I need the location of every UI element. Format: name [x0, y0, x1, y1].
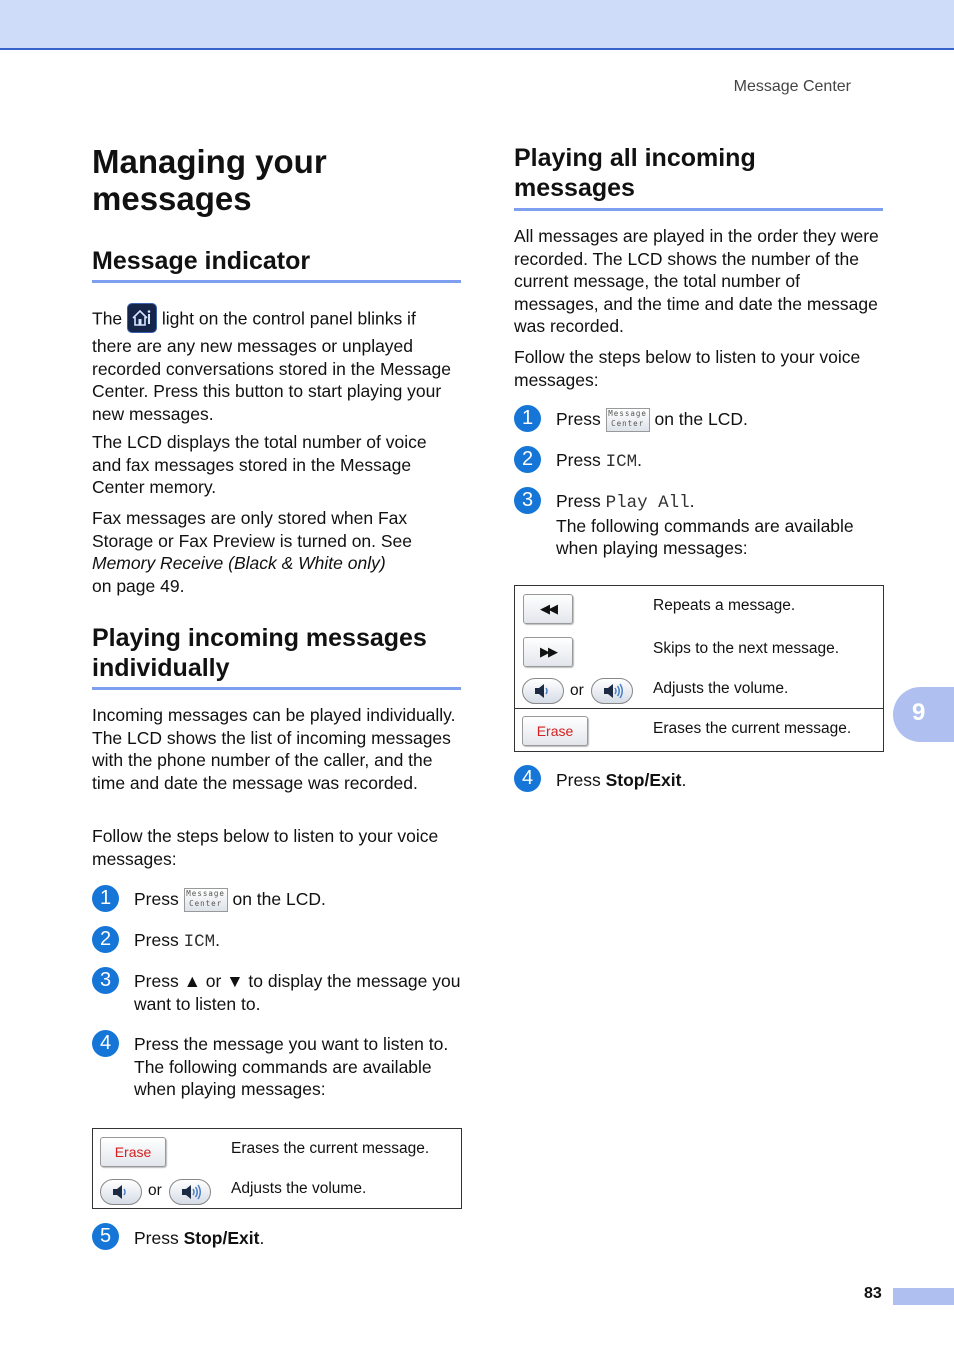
all-paragraph-2: Follow the steps below to listen to your voice messages: [514, 347, 861, 390]
speaker-high-icon [602, 683, 624, 699]
step-number: 1 [514, 405, 541, 432]
command-description: Erases the current message. [231, 1140, 430, 1157]
chapter-number: 9 [912, 699, 926, 726]
lcd-option-code: ICM [605, 452, 638, 472]
step-number: 3 [514, 487, 541, 514]
step-1-text: Press Message Center on the LCD. [134, 888, 326, 912]
command-description: Adjusts the volume. [653, 680, 789, 697]
all-paragraph-1: All messages are played in the order they were recorded. The LCD shows the number of the current message, the total number of messages, and the time and date the message was recorded. [514, 226, 879, 337]
heading-rule [514, 208, 883, 211]
step-2-text: Press ICM. [134, 930, 220, 952]
or-label: or [148, 1182, 162, 1199]
message-center-lcd-button[interactable]: Message Center [184, 888, 228, 912]
heading-rule [92, 687, 461, 690]
or-label: or [570, 682, 584, 699]
volume-up-button[interactable] [591, 678, 633, 704]
step-number: 4 [92, 1030, 119, 1057]
step-2-text: Press ICM. [556, 450, 642, 472]
erase-button[interactable]: Erase [522, 716, 588, 746]
message-center-lcd-button[interactable]: Message Center [606, 408, 650, 432]
step-number: 2 [514, 446, 541, 473]
step-number: 1 [92, 885, 119, 912]
speaker-low-icon [111, 1184, 131, 1200]
table-divider [515, 708, 883, 709]
step-5-text: Press Stop/Exit. [134, 1228, 265, 1248]
header-bar [0, 0, 954, 50]
individual-paragraph-2: Follow the steps below to listen to your voice messages: [92, 826, 439, 869]
command-table [92, 1128, 462, 1209]
step-number: 2 [92, 926, 119, 953]
chapter-tab [893, 687, 954, 742]
page-number: 83 [864, 1285, 882, 1302]
indicator-paragraph-2: The LCD displays the total number of voice and fax messages stored in the Message Center memory. [92, 432, 427, 498]
step-3-text: Press ▲ or ▼ to display the message you want to listen to. [134, 971, 461, 1014]
individual-paragraph-1: Incoming messages can be played individually. The LCD shows the list of incoming messages with the phone number of the caller, and the time and date the message was recorded. [92, 705, 456, 793]
message-center-home-icon [127, 303, 157, 333]
heading-playing-individually: Playing incoming messages individually [92, 624, 427, 682]
command-description: Erases the current message. [653, 720, 852, 737]
volume-down-button[interactable] [100, 1179, 142, 1205]
erase-button[interactable]: Erase [100, 1137, 166, 1167]
step-number: 5 [92, 1223, 119, 1250]
volume-down-button[interactable] [522, 678, 564, 704]
command-description: Skips to the next message. [653, 640, 840, 657]
step-4-text: Press the message you want to listen to. The following commands are available when playing messages: [134, 1034, 449, 1100]
step-4-text: Press Stop/Exit. [556, 770, 687, 790]
step-number: 4 [514, 765, 541, 792]
page-title: Managing your messages [92, 143, 327, 217]
command-description: Adjusts the volume. [231, 1180, 367, 1197]
lcd-option-code: ICM [183, 932, 216, 952]
section-label: Message Center [733, 78, 851, 95]
speaker-high-icon [180, 1184, 202, 1200]
command-description: Repeats a message. [653, 597, 796, 614]
rewind-icon: ◀◀ [540, 601, 556, 616]
lcd-option-code: Play All [605, 493, 690, 513]
step-1-text: Press Message Center on the LCD. [556, 408, 748, 432]
heading-message-indicator: Message indicator [92, 247, 311, 275]
fast-forward-icon: ▶▶ [540, 644, 556, 659]
rewind-button[interactable] [523, 594, 573, 624]
indicator-paragraph-3: Fax messages are only stored when Fax Storage or Fax Preview is turned on. See Memory Receive (Black & White only) on page 49. [92, 508, 413, 596]
command-table [514, 585, 884, 752]
volume-up-button[interactable] [169, 1179, 211, 1205]
skip-forward-button[interactable] [523, 637, 573, 667]
step-number: 3 [92, 967, 119, 994]
page-number-bar [893, 1288, 954, 1305]
speaker-low-icon [533, 683, 553, 699]
heading-rule [92, 280, 461, 283]
indicator-paragraph-1: The light on the control panel blinks if there are any new messages or unplayed recorded conversations stored in the Message Center. Press this button to start playing your new messages. [92, 305, 452, 425]
heading-playing-all: Playing all incoming messages [514, 144, 756, 202]
step-3-text: Press Play All. The following commands are available when playing messages: [556, 491, 854, 559]
